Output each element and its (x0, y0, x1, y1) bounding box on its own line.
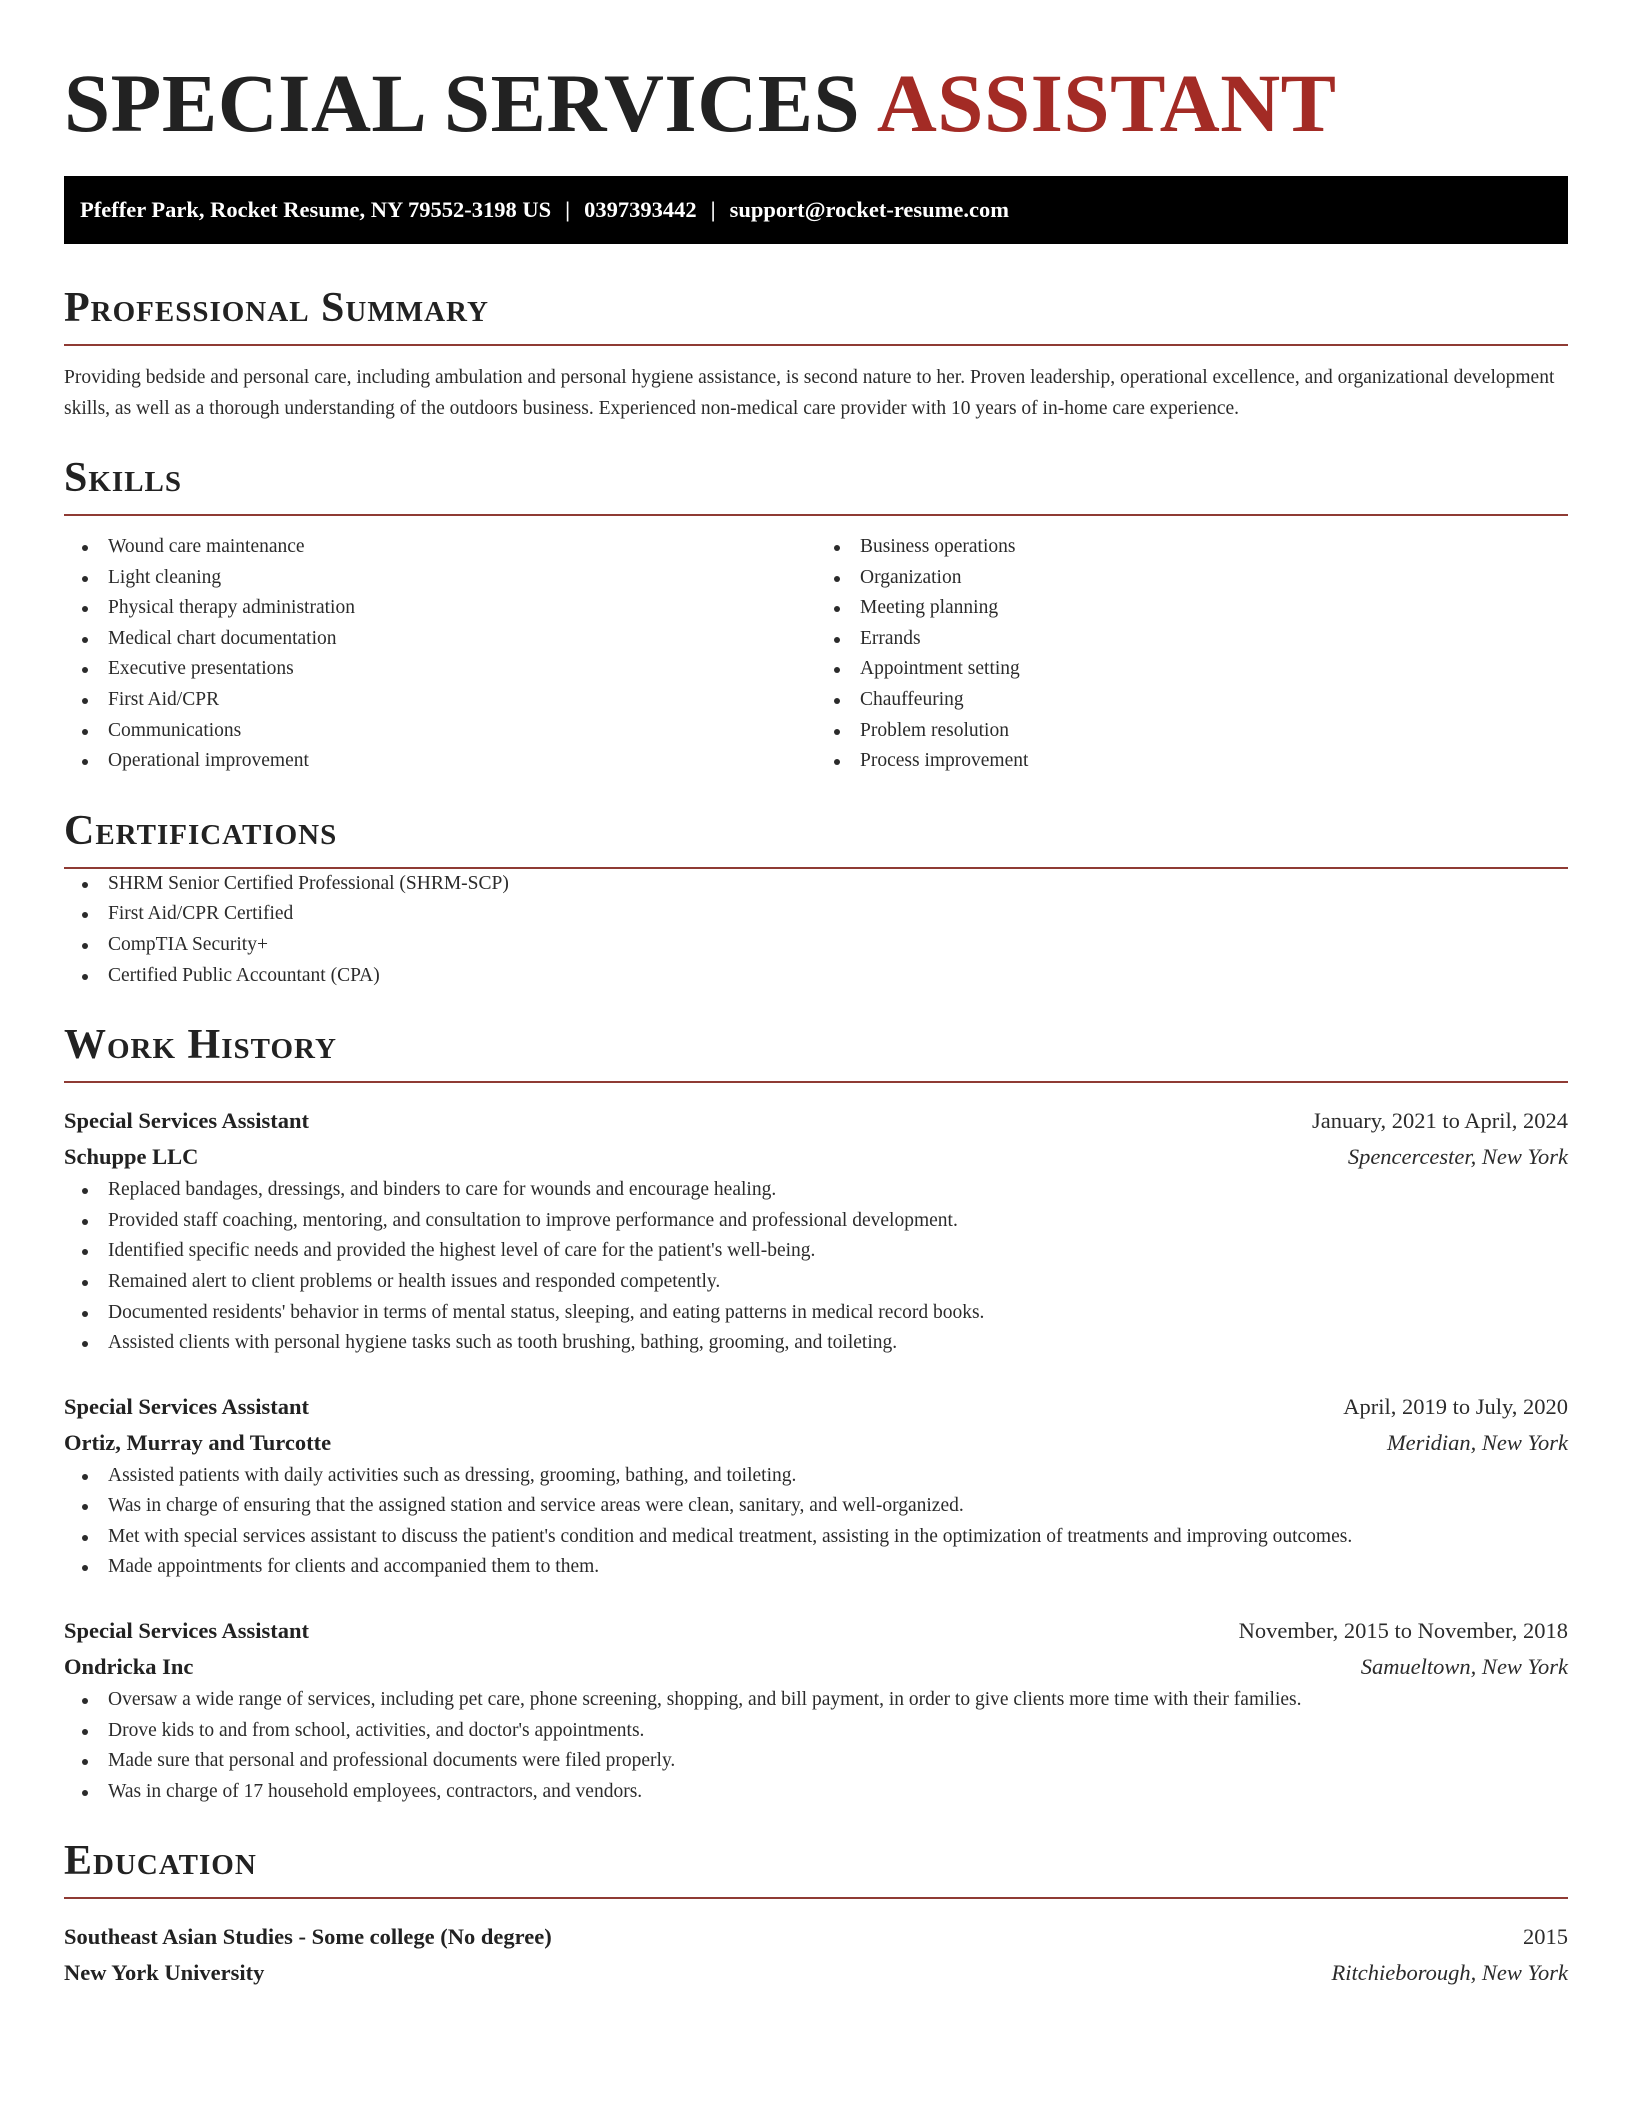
job-company-row (64, 1139, 1568, 1175)
job-header-row (64, 1389, 1568, 1425)
skills-heading: Skills (64, 455, 183, 501)
skills-grid (64, 532, 1568, 777)
job-duty: Documented residents' behavior in terms of mental status, sleeping, and eating patterns in medical record books. (64, 1298, 1568, 1329)
skill-item: Executive presentations (64, 654, 816, 685)
skill-item: Organization (816, 563, 1568, 594)
job-duty: Remained alert to client problems or health issues and responded competently. (64, 1267, 1568, 1298)
job-entry (64, 1103, 1568, 1359)
job-header-row (64, 1613, 1568, 1649)
skill-item: Errands (816, 624, 1568, 655)
education-school-row (64, 1955, 1568, 1991)
job-dates: November, 2015 to November, 2018 (1238, 1618, 1568, 1644)
education-year: 2015 (1523, 1924, 1568, 1950)
job-duty: Assisted clients with personal hygiene tasks such as tooth brushing, bathing, grooming, and toileting. (64, 1328, 1568, 1359)
job-duty: Made appointments for clients and accompanied them to them. (64, 1552, 1568, 1583)
contact-separator: | (710, 197, 716, 222)
certification-item: SHRM Senior Certified Professional (SHRM-SCP) (64, 869, 1568, 900)
education-entry (64, 1919, 1568, 1991)
contact-address: Pfeffer Park, Rocket Resume, NY 79552-3198 US (80, 197, 552, 222)
skill-item: Problem resolution (816, 716, 1568, 747)
job-duty: Made sure that personal and professional documents were filed properly. (64, 1746, 1568, 1777)
job-location: Samueltown, New York (1360, 1654, 1568, 1680)
contact-email[interactable]: support@rocket-resume.com (729, 197, 1010, 222)
job-entry (64, 1613, 1568, 1807)
contact-bar (64, 176, 1568, 244)
skill-item: Process improvement (816, 746, 1568, 777)
job-duty: Drove kids to and from school, activities, and doctor's appointments. (64, 1716, 1568, 1747)
section-divider (64, 514, 1568, 516)
job-title: Special Services Assistant (64, 1618, 309, 1644)
skill-item: Communications (64, 716, 816, 747)
summary-text: Providing bedside and personal care, including ambulation and personal hygiene assistance, is second nature to her. Proven leadership, operational excellence, and organizational development skills, as well as a thorough understanding of the outdoors business. Experienced non-medical care provider with 10 years of in-home care experience. (64, 367, 1555, 419)
job-company: Schuppe LLC (64, 1144, 199, 1170)
job-company-row (64, 1649, 1568, 1685)
skill-item: Wound care maintenance (64, 532, 816, 563)
job-dates: January, 2021 to April, 2024 (1311, 1108, 1568, 1134)
skill-item: First Aid/CPR (64, 685, 816, 716)
section-divider (64, 1897, 1568, 1899)
certifications-heading: Certifications (64, 807, 338, 854)
job-duties-list (64, 1461, 1568, 1583)
education-school: New York University (64, 1960, 265, 1986)
skill-item: Operational improvement (64, 746, 816, 777)
summary-heading: Professional Summary (64, 285, 489, 331)
job-duty: Replaced bandages, dressings, and binders to care for wounds and encourage healing. (64, 1175, 1568, 1206)
skills-list-left (64, 532, 816, 777)
education-location: Ritchieborough, New York (1331, 1960, 1568, 1986)
work-history-heading: Work History (64, 1022, 337, 1069)
contact-phone[interactable]: 0397393442 (584, 197, 697, 222)
skill-item: Business operations (816, 532, 1568, 563)
certifications-list (64, 869, 1568, 991)
candidate-name (64, 0, 1568, 176)
certification-item: First Aid/CPR Certified (64, 899, 1568, 930)
section-divider (64, 1081, 1568, 1083)
job-header-row (64, 1103, 1568, 1139)
certification-item: CompTIA Security+ (64, 930, 1568, 961)
section-divider (64, 344, 1568, 346)
job-duty: Identified specific needs and provided the highest level of care for the patient's well-being. (64, 1236, 1568, 1267)
job-duty: Was in charge of 17 household employees, contractors, and vendors. (64, 1777, 1568, 1808)
skill-item: Chauffeuring (816, 685, 1568, 716)
job-duty: Oversaw a wide range of services, including pet care, phone screening, shopping, and bill payment, in order to give clients more time with their families. (64, 1685, 1568, 1716)
skills-list-right (816, 532, 1568, 777)
skill-item: Light cleaning (64, 563, 816, 594)
contact-separator: | (565, 197, 571, 222)
job-title: Special Services Assistant (64, 1108, 309, 1134)
job-company-row (64, 1425, 1568, 1461)
job-duties-list (64, 1685, 1568, 1807)
skill-item: Physical therapy administration (64, 593, 816, 624)
skill-item: Appointment setting (816, 654, 1568, 685)
skills-column-left (64, 532, 816, 777)
job-title: Special Services Assistant (64, 1393, 309, 1419)
job-location: Meridian, New York (1386, 1429, 1568, 1455)
certification-item: Certified Public Accountant (CPA) (64, 961, 1568, 992)
skill-item: Meeting planning (816, 593, 1568, 624)
job-entry (64, 1389, 1568, 1583)
education-degree-row (64, 1919, 1568, 1955)
job-duty: Assisted patients with daily activities such as dressing, grooming, bathing, and toileting. (64, 1461, 1568, 1492)
name-accent: ASSISTANT (876, 57, 1337, 149)
name-main: SPECIAL SERVICES (64, 57, 861, 149)
job-duty: Provided staff coaching, mentoring, and consultation to improve performance and professional development. (64, 1206, 1568, 1237)
skill-item: Medical chart documentation (64, 624, 816, 655)
job-duty: Was in charge of ensuring that the assigned station and service areas were clean, sanitary, and well-organized. (64, 1491, 1568, 1522)
job-duties-list (64, 1175, 1568, 1359)
job-location: Spencercester, New York (1347, 1144, 1568, 1170)
job-duty: Met with special services assistant to discuss the patient's condition and medical treatment, assisting in the optimization of treatments and improving outcomes. (64, 1522, 1568, 1553)
education-degree: Southeast Asian Studies - Some college (No degree) (64, 1924, 552, 1950)
job-company: Ondricka Inc (64, 1654, 194, 1680)
job-company: Ortiz, Murray and Turcotte (64, 1429, 332, 1455)
skills-column-right (816, 532, 1568, 777)
job-dates: April, 2019 to July, 2020 (1343, 1393, 1568, 1419)
education-heading: Education (64, 1838, 257, 1885)
